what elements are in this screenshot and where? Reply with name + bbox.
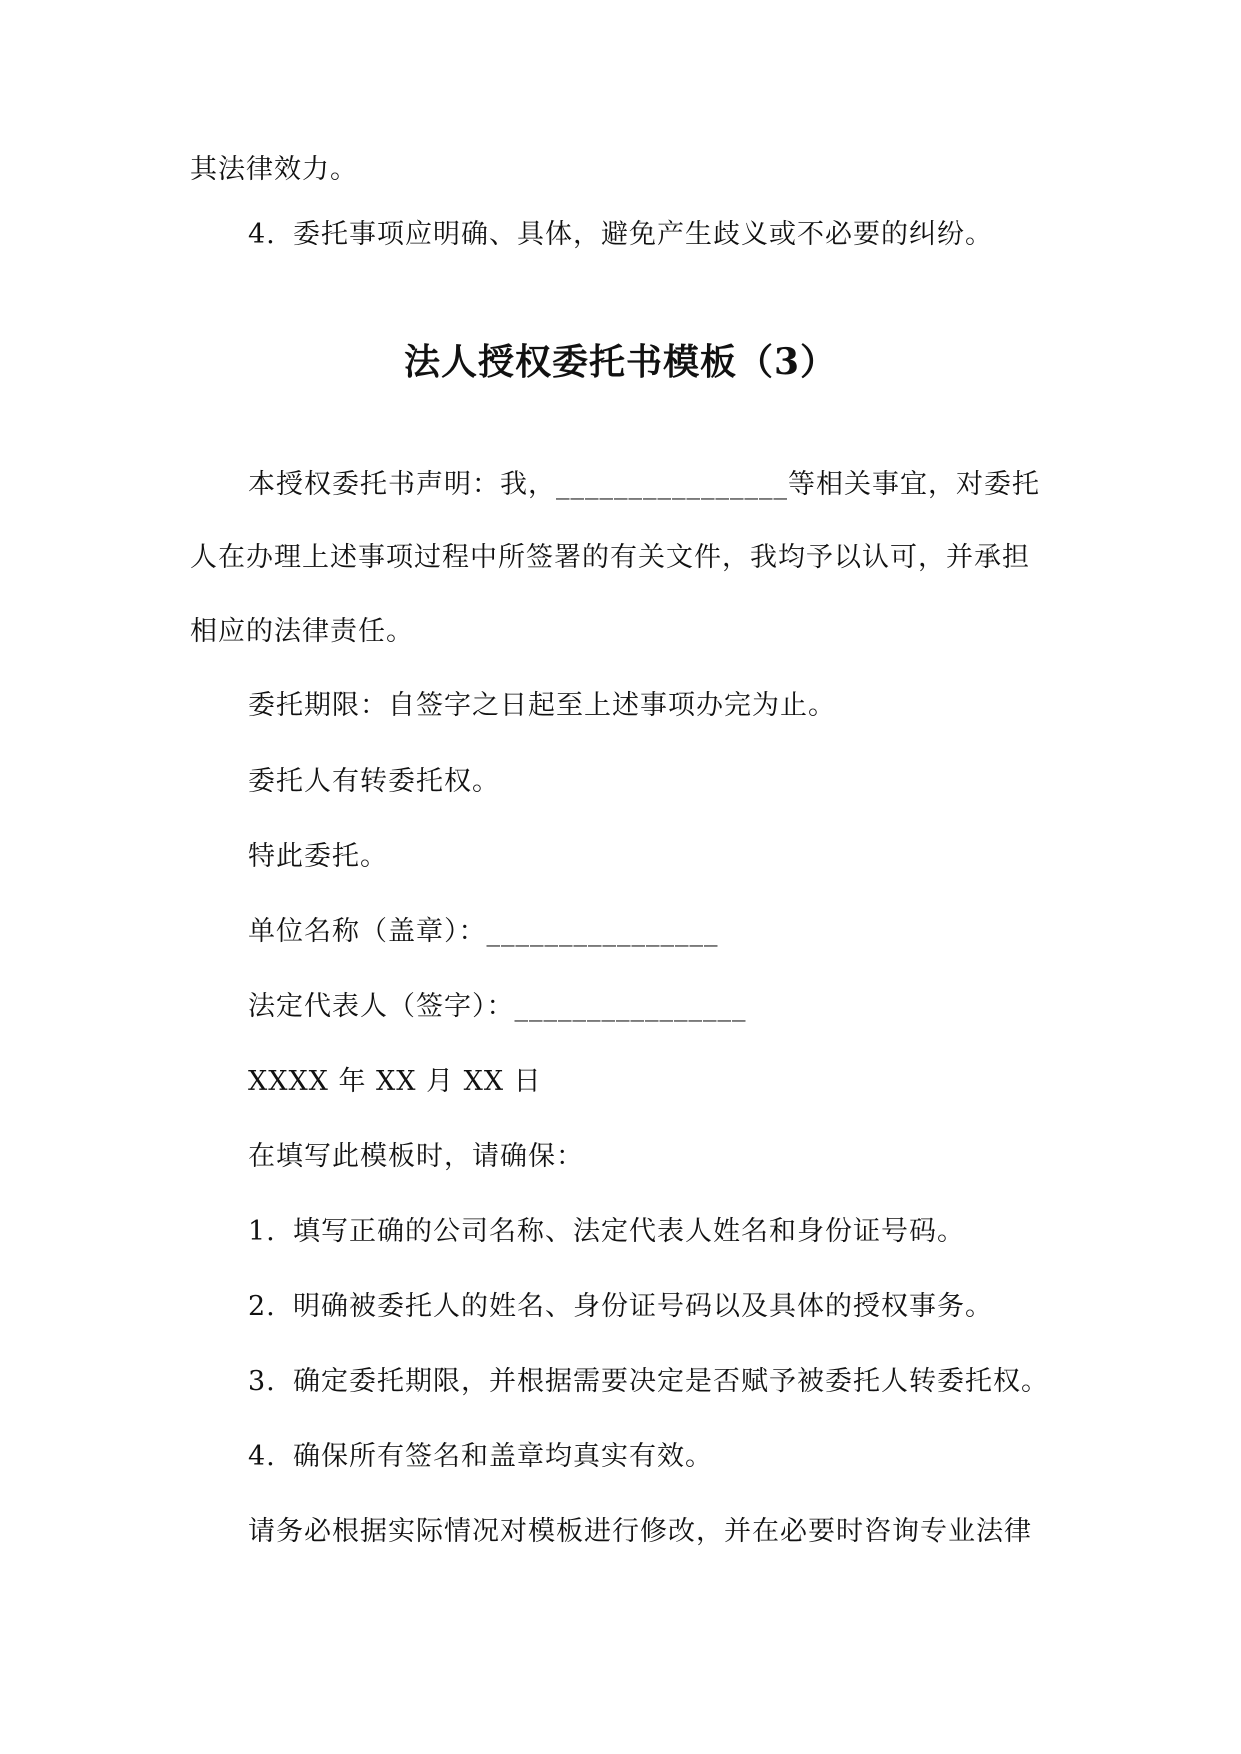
- term-paragraph: 委托期限：自签字之日起至上述事项办完为止。: [248, 690, 836, 721]
- document-title: 法人授权委托书模板（3）: [403, 341, 838, 383]
- legal-representative-field: 法定代表人（签字）：________________: [248, 991, 747, 1022]
- list-number: 3.: [248, 1366, 276, 1397]
- date-field: XXXX 年 XX 月 XX 日: [248, 1066, 542, 1097]
- declaration-line-1: 本授权委托书声明：我，________________等相关事宜，对委托: [248, 469, 1040, 500]
- closing-paragraph: 请务必根据实际情况对模板进行修改，并在必要时咨询专业法律: [248, 1516, 1032, 1547]
- list-item-text: 明确被委托人的姓名、身份证号码以及具体的授权事务。: [293, 1291, 993, 1322]
- instruction-item: [248, 1290, 1060, 1324]
- list-number: 4.: [248, 1441, 276, 1472]
- instruction-item: [248, 1215, 1060, 1249]
- unit-name-field: 单位名称（盖章）：________________: [248, 916, 719, 947]
- instructions-intro: 在填写此模板时，请确保：: [248, 1141, 584, 1172]
- previous-section-tail: 其法律效力。: [190, 154, 358, 185]
- previous-list-item-4: [248, 218, 1060, 252]
- list-item-text: 确保所有签名和盖章均真实有效。: [293, 1441, 713, 1472]
- list-number: 1.: [248, 1216, 276, 1247]
- instruction-item: [248, 1365, 1060, 1399]
- list-number: 4.: [248, 219, 276, 250]
- sub-delegation-paragraph: 委托人有转委托权。: [248, 766, 500, 797]
- list-item-text: 填写正确的公司名称、法定代表人姓名和身份证号码。: [293, 1216, 965, 1247]
- hereby-paragraph: 特此委托。: [248, 841, 388, 872]
- list-number: 2.: [248, 1291, 276, 1322]
- list-item-text: 委托事项应明确、具体，避免产生歧义或不必要的纠纷。: [293, 219, 993, 250]
- declaration-line-2: 人在办理上述事项过程中所签署的有关文件，我均予以认可，并承担: [190, 542, 1030, 573]
- list-item-text: 确定委托期限，并根据需要决定是否赋予被委托人转委托权。: [293, 1366, 1049, 1397]
- declaration-line-3: 相应的法律责任。: [190, 616, 414, 647]
- instruction-item: [248, 1440, 1060, 1474]
